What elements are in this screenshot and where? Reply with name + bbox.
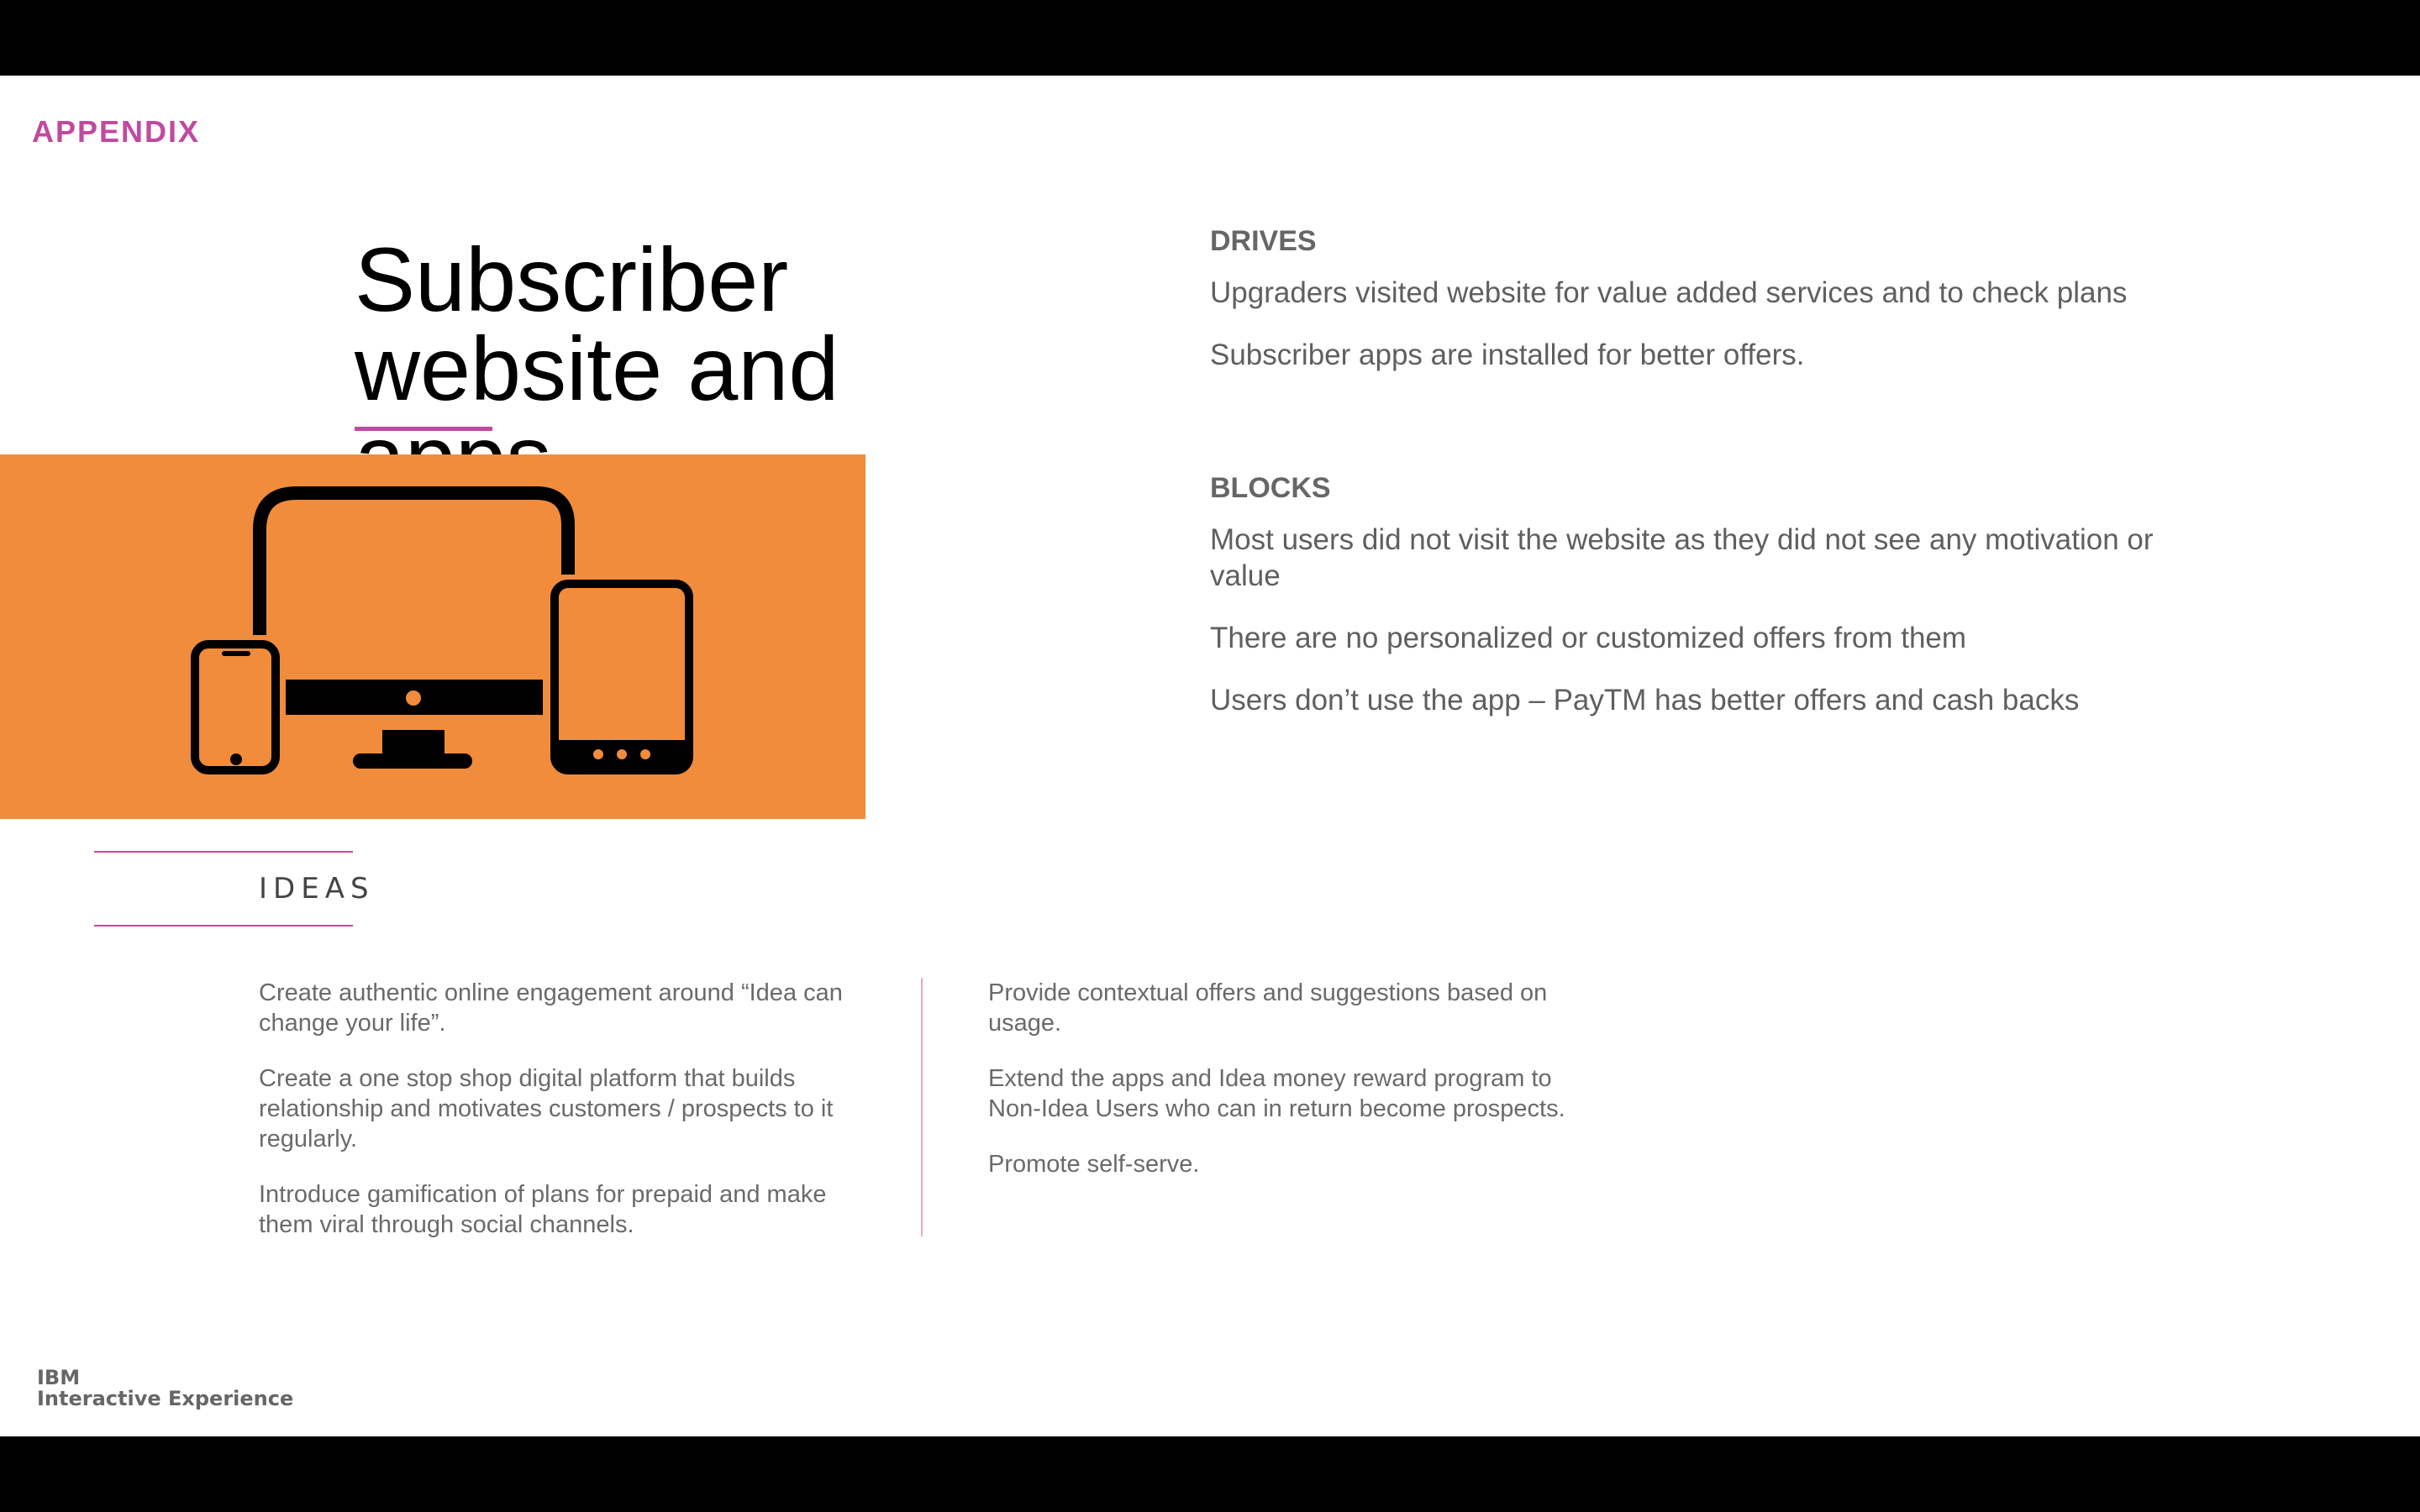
drives-heading: DRIVES — [1210, 225, 1317, 257]
idea-item: Provide contextual offers and suggestions based on usage. — [988, 979, 1548, 1037]
ideas-right-column — [988, 978, 1585, 1205]
ideas-top-rule — [94, 851, 353, 853]
footer-division: Interactive Experience — [37, 1387, 294, 1410]
multi-device-icon — [0, 454, 865, 819]
ideas-left-column — [259, 978, 872, 1265]
ideas-bottom-rule — [94, 925, 353, 927]
page-title: Subscriber website and — [355, 228, 839, 419]
ideas-heading: IDEAS — [259, 872, 375, 906]
footer-logo — [37, 1368, 293, 1410]
idea-item: Create authentic online engagement around “Idea can change your life”. — [259, 979, 843, 1037]
footer-company: IBM — [37, 1366, 81, 1389]
blocks-item: There are no personalized or customized offers from them — [1210, 622, 1967, 654]
slide — [0, 76, 2420, 1436]
drives-item: Subscriber apps are installed for better offers. — [1210, 339, 1805, 371]
drives-section — [1210, 225, 2218, 399]
idea-item: Create a one stop shop digital platform that builds relationship and motivates customers / prospects to it regularly. — [259, 1065, 834, 1152]
idea-item: Introduce gamification of plans for prepaid and make them viral through social channels. — [259, 1181, 827, 1238]
column-divider — [921, 978, 923, 1236]
idea-item: Promote self-serve. — [988, 1151, 1200, 1178]
blocks-item: Users don’t use the app – PayTM has better offers and cash backs — [1210, 684, 2080, 717]
blocks-item: Most users did not visit the website as they did not see any motivation or value — [1210, 523, 2154, 592]
drives-item: Upgraders visited website for value added services and to check plans — [1210, 276, 2128, 309]
blocks-heading: BLOCKS — [1210, 472, 1331, 504]
blocks-section — [1210, 472, 2218, 744]
hero-image — [0, 454, 865, 819]
title-accent-line — [355, 427, 492, 431]
idea-item: Extend the apps and Idea money reward program to Non-Idea Users who can in return become prospects. — [988, 1065, 1565, 1122]
section-label: APPENDIX — [32, 114, 201, 149]
